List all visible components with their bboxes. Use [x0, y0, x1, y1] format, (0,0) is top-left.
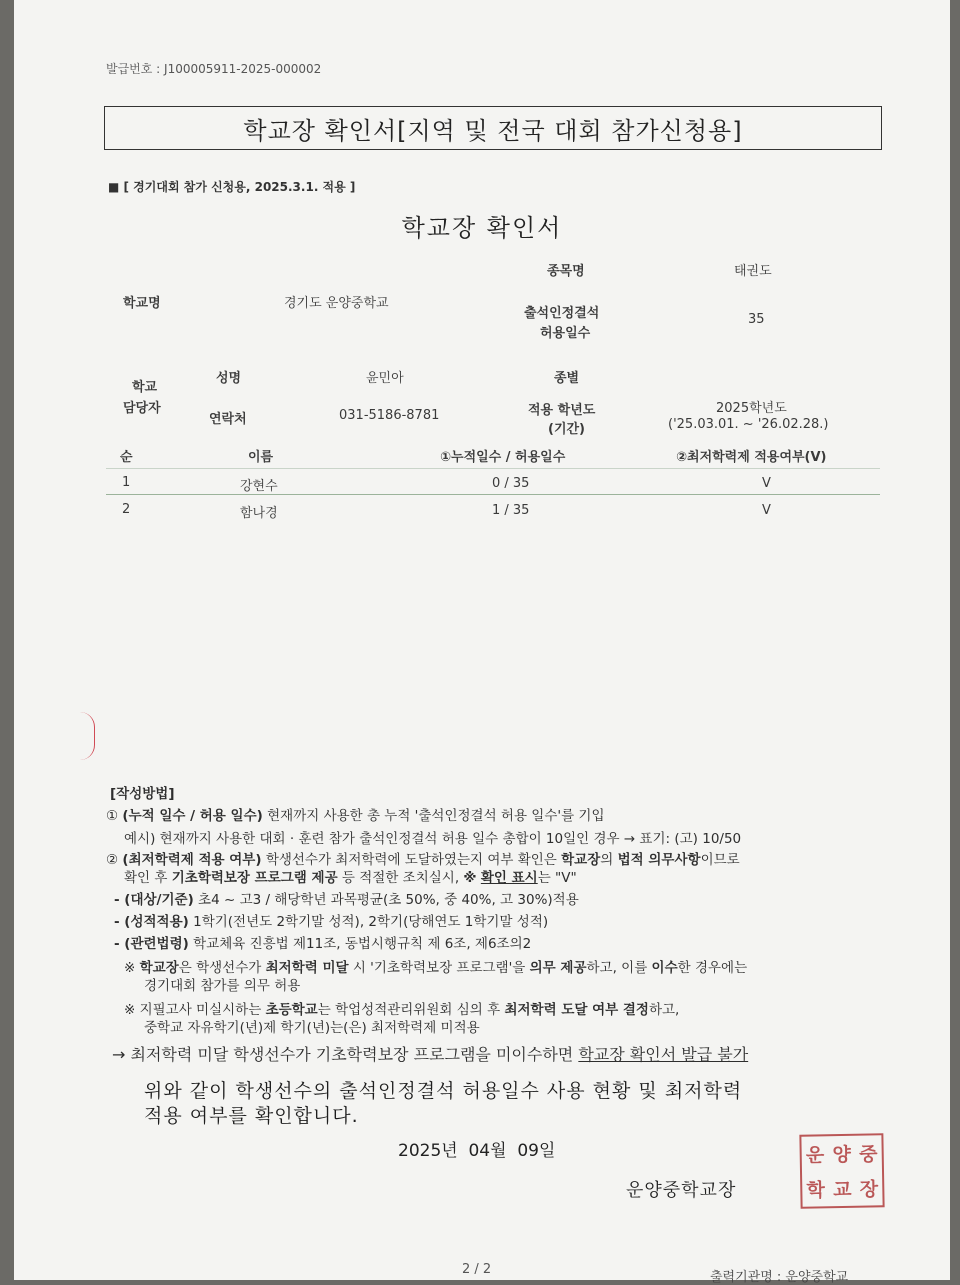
contact-value: 031-5186-8781: [339, 408, 440, 423]
note-2-principal: 학교장: [561, 852, 601, 868]
school-value: 경기도 운양중학교: [284, 296, 389, 311]
note-2-check-mark-label: 확인 표시: [480, 870, 538, 886]
absence-label-line2: 허용일수: [540, 326, 591, 341]
star-note-1-text-d: 하고, 이를: [586, 960, 648, 976]
star-note-1: [124, 956, 747, 976]
type-label: 종별: [554, 371, 580, 386]
official-seal: [799, 1133, 884, 1208]
table-row-1-check: V: [762, 476, 771, 491]
star-note-2-text-a: ※ 지필고사 미실시하는: [124, 1002, 262, 1018]
table-header-name: 이름: [248, 450, 274, 465]
year-value-line1: 2025학년도: [716, 401, 787, 416]
table-row-1-days: 0 / 35: [492, 476, 530, 491]
school-label: 학교명: [123, 296, 161, 311]
confirm-line-2: 적용 여부를 확인합니다.: [144, 1105, 359, 1127]
detail-target-label: - (대상/기준): [114, 892, 194, 908]
subtitle: 학교장 확인서: [401, 214, 563, 242]
table-row-1-no: 1: [122, 475, 131, 490]
document-page: [14, 0, 950, 1285]
table-header-rule: [106, 468, 880, 469]
name-label: 성명: [216, 371, 242, 386]
sport-value: 태권도: [734, 264, 772, 279]
note-1: [106, 804, 605, 824]
star-note-1-text-c: 시 '기초학력보장 프로그램'을: [352, 960, 526, 976]
arrow-note-no-issue: 학교장 확인서 발급 불가: [578, 1045, 749, 1064]
confirm-line-1: 위와 같이 학생선수의 출석인정결석 허용일수 사용 현황 및 최저학력: [144, 1080, 743, 1102]
star-note-1-text-b: 은 학생선수가: [178, 960, 262, 976]
name-value: 윤민아: [366, 371, 404, 386]
sport-label: 종목명: [547, 264, 585, 279]
star-note-2-line2: 중학교 자유학기(년)제 학기(년)는(은) 최저학력제 미적용: [144, 1020, 480, 1036]
issue-number: 발급번호 : J100005911-2025-000002: [106, 62, 322, 76]
principal-title: 운양중학교장: [626, 1180, 737, 1201]
red-pen-mark: [80, 712, 95, 760]
manager-label-line2: 담당자: [123, 401, 161, 416]
note-2-text-a: 학생선수가 최저학력에 도달하였는지 여부 확인은: [265, 852, 557, 868]
detail-law-label: - (관련법령): [114, 936, 189, 952]
note-2-line2-b: 등 적절한 조치실시,: [341, 870, 460, 886]
page-number: 2 / 2: [462, 1262, 492, 1277]
table-header-days: ①누적일수 / 허용일수: [440, 450, 566, 465]
table-row-2-name: 함나경: [240, 506, 278, 521]
note-2-text-b: 의: [600, 852, 614, 868]
note-2-legal-duty: 법적 의무사항: [617, 852, 701, 868]
detail-target-text: 초4 ~ 고3 / 해당학년 과목평균(초 50%, 중 40%, 고 30%)적용: [198, 892, 579, 908]
year-label-line1: 적용 학년도: [528, 403, 596, 418]
table-header-minimum: ②최저학력제 적용여부(V): [676, 450, 827, 465]
seal-char: 중: [858, 1143, 878, 1166]
notes-heading: [작성방법]: [110, 786, 175, 802]
manager-label-line1: 학교: [132, 380, 158, 395]
star-note-1-text-e: 한 경우에는: [677, 960, 748, 976]
star-note-1-complete: 이수: [651, 960, 678, 976]
star-note-2-text-c: 하고,: [648, 1002, 680, 1018]
note-2: [106, 848, 740, 868]
note-2-title: (최저학력제 적용 여부): [122, 852, 262, 868]
issue-date: 2025년 04월 09일: [398, 1141, 556, 1161]
note-2-line2-a: 확인 후: [124, 870, 168, 886]
year-value-line2: ('25.03.01. ~ '26.02.28.): [668, 417, 829, 432]
note-1-text: 현재까지 사용한 총 누적 '출석인정결석 허용 일수'를 기입: [267, 808, 605, 824]
note-2-program: 기초학력보장 프로그램 제공: [171, 870, 338, 886]
table-row-1-name: 강현수: [240, 479, 278, 494]
note-2-text-c: 이므로: [700, 852, 740, 868]
year-label-line2: (기간): [548, 422, 585, 437]
star-note-1-principal: 학교장: [139, 960, 179, 976]
star-note-2-decision: 최저학력 도달 여부 결정: [504, 1002, 649, 1018]
table-row-2-no: 2: [122, 502, 131, 517]
detail-target: [114, 888, 579, 908]
seal-char: 교: [832, 1178, 852, 1202]
note-2-line2-mark: ※: [463, 870, 477, 886]
arrow-note-text: → 최저학력 미달 학생선수가 기초학력보장 프로그램을 미이수하면: [112, 1045, 574, 1064]
star-note-1-mandatory: 의무 제공: [529, 960, 587, 976]
star-note-1-below-min: 최저학력 미달: [265, 960, 349, 976]
note-2-line2-d: 는 "V": [537, 870, 577, 886]
contact-label: 연락처: [209, 412, 247, 427]
absence-value: 35: [748, 312, 765, 327]
star-note-1-mark: ※: [124, 960, 136, 976]
seal-char: 학: [806, 1179, 826, 1202]
detail-grades: [114, 910, 548, 930]
detail-grades-label: - (성적적용): [114, 914, 189, 930]
table-row-rule: [106, 494, 880, 495]
star-note-2-text-b: 는 학업성적관리위원회 심의 후: [317, 1002, 501, 1018]
absence-label-line1: 출석인정결석: [524, 306, 600, 321]
main-title-box: [104, 106, 882, 150]
note-1-number: ①: [106, 808, 119, 824]
detail-law-text: 학교체육 진흥법 제11조, 동법시행규칙 제 6조, 제6조의2: [193, 936, 532, 952]
note-2-number: ②: [106, 852, 119, 868]
arrow-note: [112, 1042, 748, 1065]
seal-char: 운: [805, 1144, 825, 1167]
footer-organization: 출력기관명 : 운양중학교: [710, 1270, 849, 1285]
note-1-title: (누적 일수 / 허용 일수): [122, 808, 263, 824]
star-note-1-line2: 경기대회 참가를 의무 허용: [144, 978, 301, 994]
note-1-example: 예시) 현재까지 사용한 대회 · 훈련 참가 출석인정결석 허용 일수 총합이 10일인 경우 → 표기: (고) 10/50: [124, 831, 742, 847]
table-row-2-check: V: [762, 503, 771, 518]
note-2-line2: [124, 866, 577, 886]
main-title: 학교장 확인서[지역 및 전국 대회 참가신청용]: [243, 116, 743, 145]
table-row-2-days: 1 / 35: [492, 503, 530, 518]
star-note-2: [124, 998, 679, 1018]
section-label: ■ [ 경기대회 참가 신청용, 2025.3.1. 적용 ]: [108, 180, 356, 194]
seal-char: 양: [832, 1143, 852, 1167]
detail-law: [114, 932, 531, 952]
seal-char: 장: [859, 1178, 879, 1201]
table-header-no: 순: [120, 450, 133, 465]
star-note-2-elementary: 초등학교: [265, 1002, 318, 1018]
detail-grades-text: 1학기(전년도 2학기말 성적), 2학기(당해연도 1학기말 성적): [193, 914, 549, 930]
